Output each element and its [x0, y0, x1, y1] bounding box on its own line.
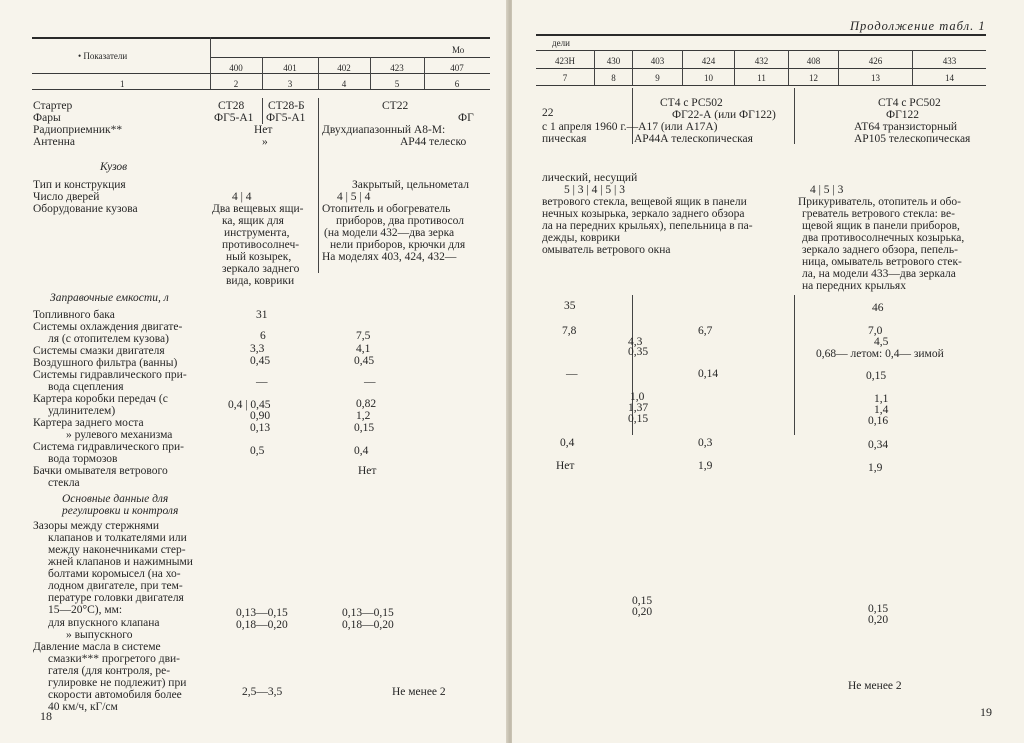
value-cell: Два вещевых ящи-: [212, 203, 304, 215]
value-cell: (на модели 432—два зерка: [324, 227, 455, 239]
value-col-divider: [318, 98, 319, 273]
col-number: 13: [871, 73, 880, 83]
row-label-doors: Число дверей: [33, 191, 100, 203]
header-rule-models: [536, 68, 986, 69]
value-cell: 0,34: [868, 439, 889, 451]
models-header: Мо: [452, 45, 465, 55]
value-cell: 0,45: [250, 355, 271, 367]
col-number: 7: [562, 73, 568, 83]
row-label-gaps: 15—20°С), мм:: [48, 604, 123, 616]
value-cell: 0,14: [698, 368, 719, 380]
row-label-headlights: Фары: [33, 112, 61, 124]
col-number: 11: [757, 73, 766, 83]
section-heading-body: Кузов: [100, 161, 128, 173]
value-cell: ный козырек,: [226, 251, 292, 263]
value-cell: 0,4: [560, 437, 575, 449]
value-cell: зеркало заднего: [222, 263, 300, 275]
header-col-divider: [318, 57, 319, 89]
table-top-rule: [32, 37, 490, 39]
value-col-divider: [794, 88, 795, 144]
row-label-cooling: ля (с отопителем кузова): [48, 333, 169, 345]
value-cell: зеркало заднего обзора, пепель-: [802, 244, 958, 256]
value-cell: СТ22: [382, 100, 409, 112]
row-label-gaps: жней клапанов и нажимными: [48, 556, 193, 568]
value-cell: 0,3: [698, 437, 713, 449]
value-cell: 2,5—3,5: [242, 686, 283, 698]
row-label-oil-pressure: смазки*** прогретого дви-: [48, 653, 180, 665]
value-cell: 0,15: [866, 370, 887, 382]
value-cell: с 1 апреля 1960 г.—А17 (или А17А): [542, 121, 718, 133]
header-col-divider: [262, 57, 263, 89]
row-label-gearbox: удлинителем): [48, 405, 116, 417]
row-label-oil-pressure: скорости автомобиля более: [48, 689, 182, 701]
value-cell: 0,15: [354, 422, 375, 434]
value-cell: ветрового стекла, вещевой ящик в панели: [542, 196, 747, 208]
value-cell: 0,18—0,20: [236, 619, 288, 631]
value-cell: 0,45: [354, 355, 375, 367]
value-cell: 4 | 5 | 4: [337, 191, 371, 203]
col-number: 12: [809, 73, 818, 83]
value-col-divider: [262, 98, 263, 124]
section-heading-capacities: Заправочные емкости, л: [50, 292, 169, 304]
value-cell: 0,13—0,15: [342, 607, 394, 619]
row-label-rear-axle: Картера заднего моста: [33, 417, 144, 429]
value-cell: 0,90: [250, 410, 271, 422]
value-cell: приборов, два противосол: [336, 215, 464, 227]
value-cell: 35: [564, 300, 576, 312]
value-cell: два противосолнечных козырька,: [802, 232, 965, 244]
row-label-body-equipment: Оборудование кузова: [33, 203, 138, 215]
value-cell: 0,4 | 0,45: [228, 399, 271, 411]
col-number: 10: [704, 73, 713, 83]
value-cell: дежды, коврики: [542, 232, 621, 244]
value-cell: На моделях 403, 424, 432—: [322, 251, 457, 263]
value-cell: нечных козырька, зеркало заднего обзора: [542, 208, 745, 220]
row-label-washer: Бачки омывателя ветрового: [33, 465, 168, 477]
value-col-divider: [632, 88, 633, 144]
value-cell: на передних крыльях: [802, 280, 906, 292]
value-cell: 3,3: [250, 343, 265, 355]
value-cell: Двухдиапазонный А8-М:: [322, 124, 446, 136]
value-cell: АР44А телескопическая: [634, 133, 753, 145]
value-cell: АР105 телескопическая: [854, 133, 971, 145]
value-cell: 0,68— летом: 0,4— зимой: [816, 348, 944, 360]
value-cell: омыватель ветрового окна: [542, 244, 671, 256]
header-fragment: дели: [552, 38, 570, 48]
value-cell: 5 | 3 | 4 | 5 | 3: [564, 184, 625, 196]
row-label-brake: вода тормозов: [48, 453, 118, 465]
model-number: 432: [754, 56, 769, 66]
header-rule-mid: [536, 50, 986, 51]
model-number: 402: [337, 63, 351, 73]
value-cell: СТ4 с РС502: [878, 97, 941, 109]
value-cell: ФГ: [458, 112, 474, 124]
value-cell: Прикуриватель, отопитель и обо-: [798, 196, 961, 208]
row-label-cooling: Системы охлаждения двигате-: [33, 321, 183, 333]
row-label-washer: стекла: [48, 477, 80, 489]
value-cell: 7,0: [868, 325, 883, 337]
value-cell: 0,82: [356, 398, 377, 410]
value-cell: греватель ветрового стекла: ве-: [802, 208, 955, 220]
value-cell: 0,16: [868, 415, 889, 427]
value-cell: СТ28-Б: [268, 100, 305, 112]
value-cell: Нет: [254, 124, 273, 136]
model-number: 407: [450, 63, 464, 73]
value-cell: ФГ122: [886, 109, 919, 121]
row-label-fuel: Топливного бака: [33, 309, 115, 321]
value-cell: 0,35: [628, 346, 649, 358]
value-cell: ла на передних крыльях), пепельница в па-: [542, 220, 753, 232]
value-cell: 4,1: [356, 343, 371, 355]
row-label-antenna: Антенна: [33, 136, 76, 148]
value-cell: 31: [256, 309, 268, 321]
row-label-oil-pressure: Давление масла в системе: [33, 641, 161, 653]
model-number: 430: [606, 56, 621, 66]
value-cell: лический, несущий: [542, 172, 638, 184]
row-label-gaps: клапанов и толкателями или: [48, 532, 187, 544]
row-label-oil-pressure: гулировке не подлежит) при: [48, 677, 187, 689]
row-label-oil-pressure: 40 км/ч, кГ/см: [48, 701, 118, 713]
value-cell: ка, ящик для: [222, 215, 284, 227]
row-label-steering: » рулевого механизма: [66, 429, 173, 441]
indicators-header: • Показатели: [78, 51, 128, 61]
row-label-body-type: Тип и конструкция: [33, 179, 126, 191]
value-cell: 1,1: [874, 393, 889, 405]
col-number: 2: [233, 79, 239, 89]
header-col-divider: [424, 57, 425, 89]
value-cell: 0,5: [250, 445, 265, 457]
value-col-divider: [794, 295, 795, 435]
value-cell: инструмента,: [224, 227, 290, 239]
model-number: 424: [701, 56, 716, 66]
value-cell: »: [262, 136, 268, 148]
page-number: 18: [40, 709, 52, 723]
value-cell: —: [256, 376, 268, 388]
col-number: 6: [454, 79, 460, 89]
value-cell: —: [566, 368, 578, 380]
model-number: 423Н: [555, 56, 575, 66]
value-cell: Нет: [358, 465, 377, 477]
model-number: 433: [942, 56, 957, 66]
table-top-rule: [536, 34, 986, 36]
right-page: [512, 0, 1024, 743]
model-number: 423: [390, 63, 404, 73]
header-col-divider: [370, 57, 371, 89]
row-label-starter: Стартер: [33, 100, 73, 112]
value-cell: 1,0: [630, 391, 645, 403]
continuation-title: Продолжение табл. 1: [850, 19, 986, 33]
value-cell: пическая: [542, 133, 587, 145]
value-cell: щевой ящик в панели приборов,: [802, 220, 960, 232]
row-label-air-filter: Воздушного фильтра (ванны): [33, 357, 178, 369]
value-cell: 4 | 5 | 3: [810, 184, 844, 196]
col-number: 8: [611, 73, 616, 83]
value-cell: 0,15: [868, 603, 889, 615]
value-cell: 0,4: [354, 445, 369, 457]
value-cell: 0,20: [868, 614, 889, 626]
row-label-exhaust: » выпускного: [66, 629, 133, 641]
value-cell: Не менее 2: [392, 686, 446, 698]
value-cell: 4 | 4: [232, 191, 252, 203]
row-label-gaps: между наконечниками стер-: [48, 544, 186, 556]
row-label-intake: для впускного клапана: [48, 617, 160, 629]
value-cell: 4,3: [628, 336, 643, 348]
value-cell: 4,5: [874, 336, 889, 348]
value-cell: 46: [872, 302, 884, 314]
row-label-radio: Радиоприемник**: [33, 124, 123, 136]
value-cell: 0,15: [632, 595, 653, 607]
value-cell: АТ64 транзисторный: [854, 121, 958, 133]
value-cell: противосолнеч-: [222, 239, 300, 251]
value-cell: нели приборов, крючки для: [330, 239, 466, 251]
model-number: 403: [650, 56, 665, 66]
value-cell: —: [364, 376, 376, 388]
header-rule-mid: [210, 57, 490, 58]
value-cell: ла, на модели 433—два зеркала: [802, 268, 956, 280]
value-cell: СТ28: [218, 100, 245, 112]
value-cell: Закрытый, цельнометал: [352, 179, 470, 191]
value-cell: Отопитель и обогреватель: [322, 203, 451, 215]
left-page: [0, 0, 508, 743]
col-number: 9: [655, 73, 660, 83]
value-cell: 7,5: [356, 330, 371, 342]
col-number: 3: [287, 79, 293, 89]
value-cell: 6: [260, 330, 266, 342]
value-cell: 0,15: [628, 413, 649, 425]
section-heading-adjust: Основные данные для: [62, 493, 169, 505]
value-cell: 22: [542, 107, 554, 119]
row-label-gaps: пературе головки двигателя: [48, 592, 184, 604]
col-number: 4: [341, 79, 347, 89]
model-number: 426: [868, 56, 883, 66]
page-number: 19: [980, 705, 992, 719]
value-cell: ница, омыватель ветрового стек-: [802, 256, 962, 268]
value-cell: 1,4: [874, 404, 889, 416]
header-rule-bottom: [536, 85, 986, 86]
model-number: 401: [283, 63, 297, 73]
model-number: 408: [806, 56, 821, 66]
value-cell: 0,13: [250, 422, 271, 434]
col-number: 14: [945, 73, 954, 83]
row-label-gaps: Зазоры между стержнями: [33, 520, 160, 532]
col-number: 1: [120, 79, 125, 89]
value-cell: 1,2: [356, 410, 371, 422]
value-cell: СТ4 с РС502: [660, 97, 723, 109]
value-cell: АР44 телеско: [400, 136, 467, 148]
value-cell: ФГ5-А1: [266, 112, 306, 124]
value-cell: ФГ5-А1: [214, 112, 254, 124]
row-label-lubrication: Системы смазки двигателя: [33, 345, 165, 357]
value-cell: 1,9: [698, 460, 713, 472]
row-label-gearbox: Картера коробки передач (с: [33, 393, 168, 405]
value-cell: 0,20: [632, 606, 653, 618]
value-cell: вида, коврики: [226, 275, 295, 287]
value-cell: ФГ22-А (или ФГ122): [672, 109, 776, 121]
col-number: 5: [394, 79, 400, 89]
value-cell: 0,13—0,15: [236, 607, 288, 619]
model-number: 400: [229, 63, 243, 73]
value-cell: 1,37: [628, 402, 649, 414]
row-label-hydraulic: вода сцепления: [48, 381, 124, 393]
header-col-divider: [210, 37, 211, 89]
row-label-gaps: болтами коромысел (на хо-: [48, 568, 181, 580]
row-label-brake: Система гидравлического при-: [33, 441, 184, 453]
value-cell: Не менее 2: [848, 680, 902, 692]
value-cell: 6,7: [698, 325, 713, 337]
value-cell: 7,8: [562, 325, 577, 337]
row-label-hydraulic: Системы гидравлического при-: [33, 369, 187, 381]
value-cell: 0,18—0,20: [342, 619, 394, 631]
section-heading-adjust: регулировки и контроля: [62, 505, 179, 517]
value-cell: Нет: [556, 460, 575, 472]
value-cell: 1,9: [868, 462, 883, 474]
row-label-oil-pressure: гателя (для контроля, ре-: [48, 665, 171, 677]
row-label-gaps: лодном двигателе, при тем-: [48, 580, 183, 592]
